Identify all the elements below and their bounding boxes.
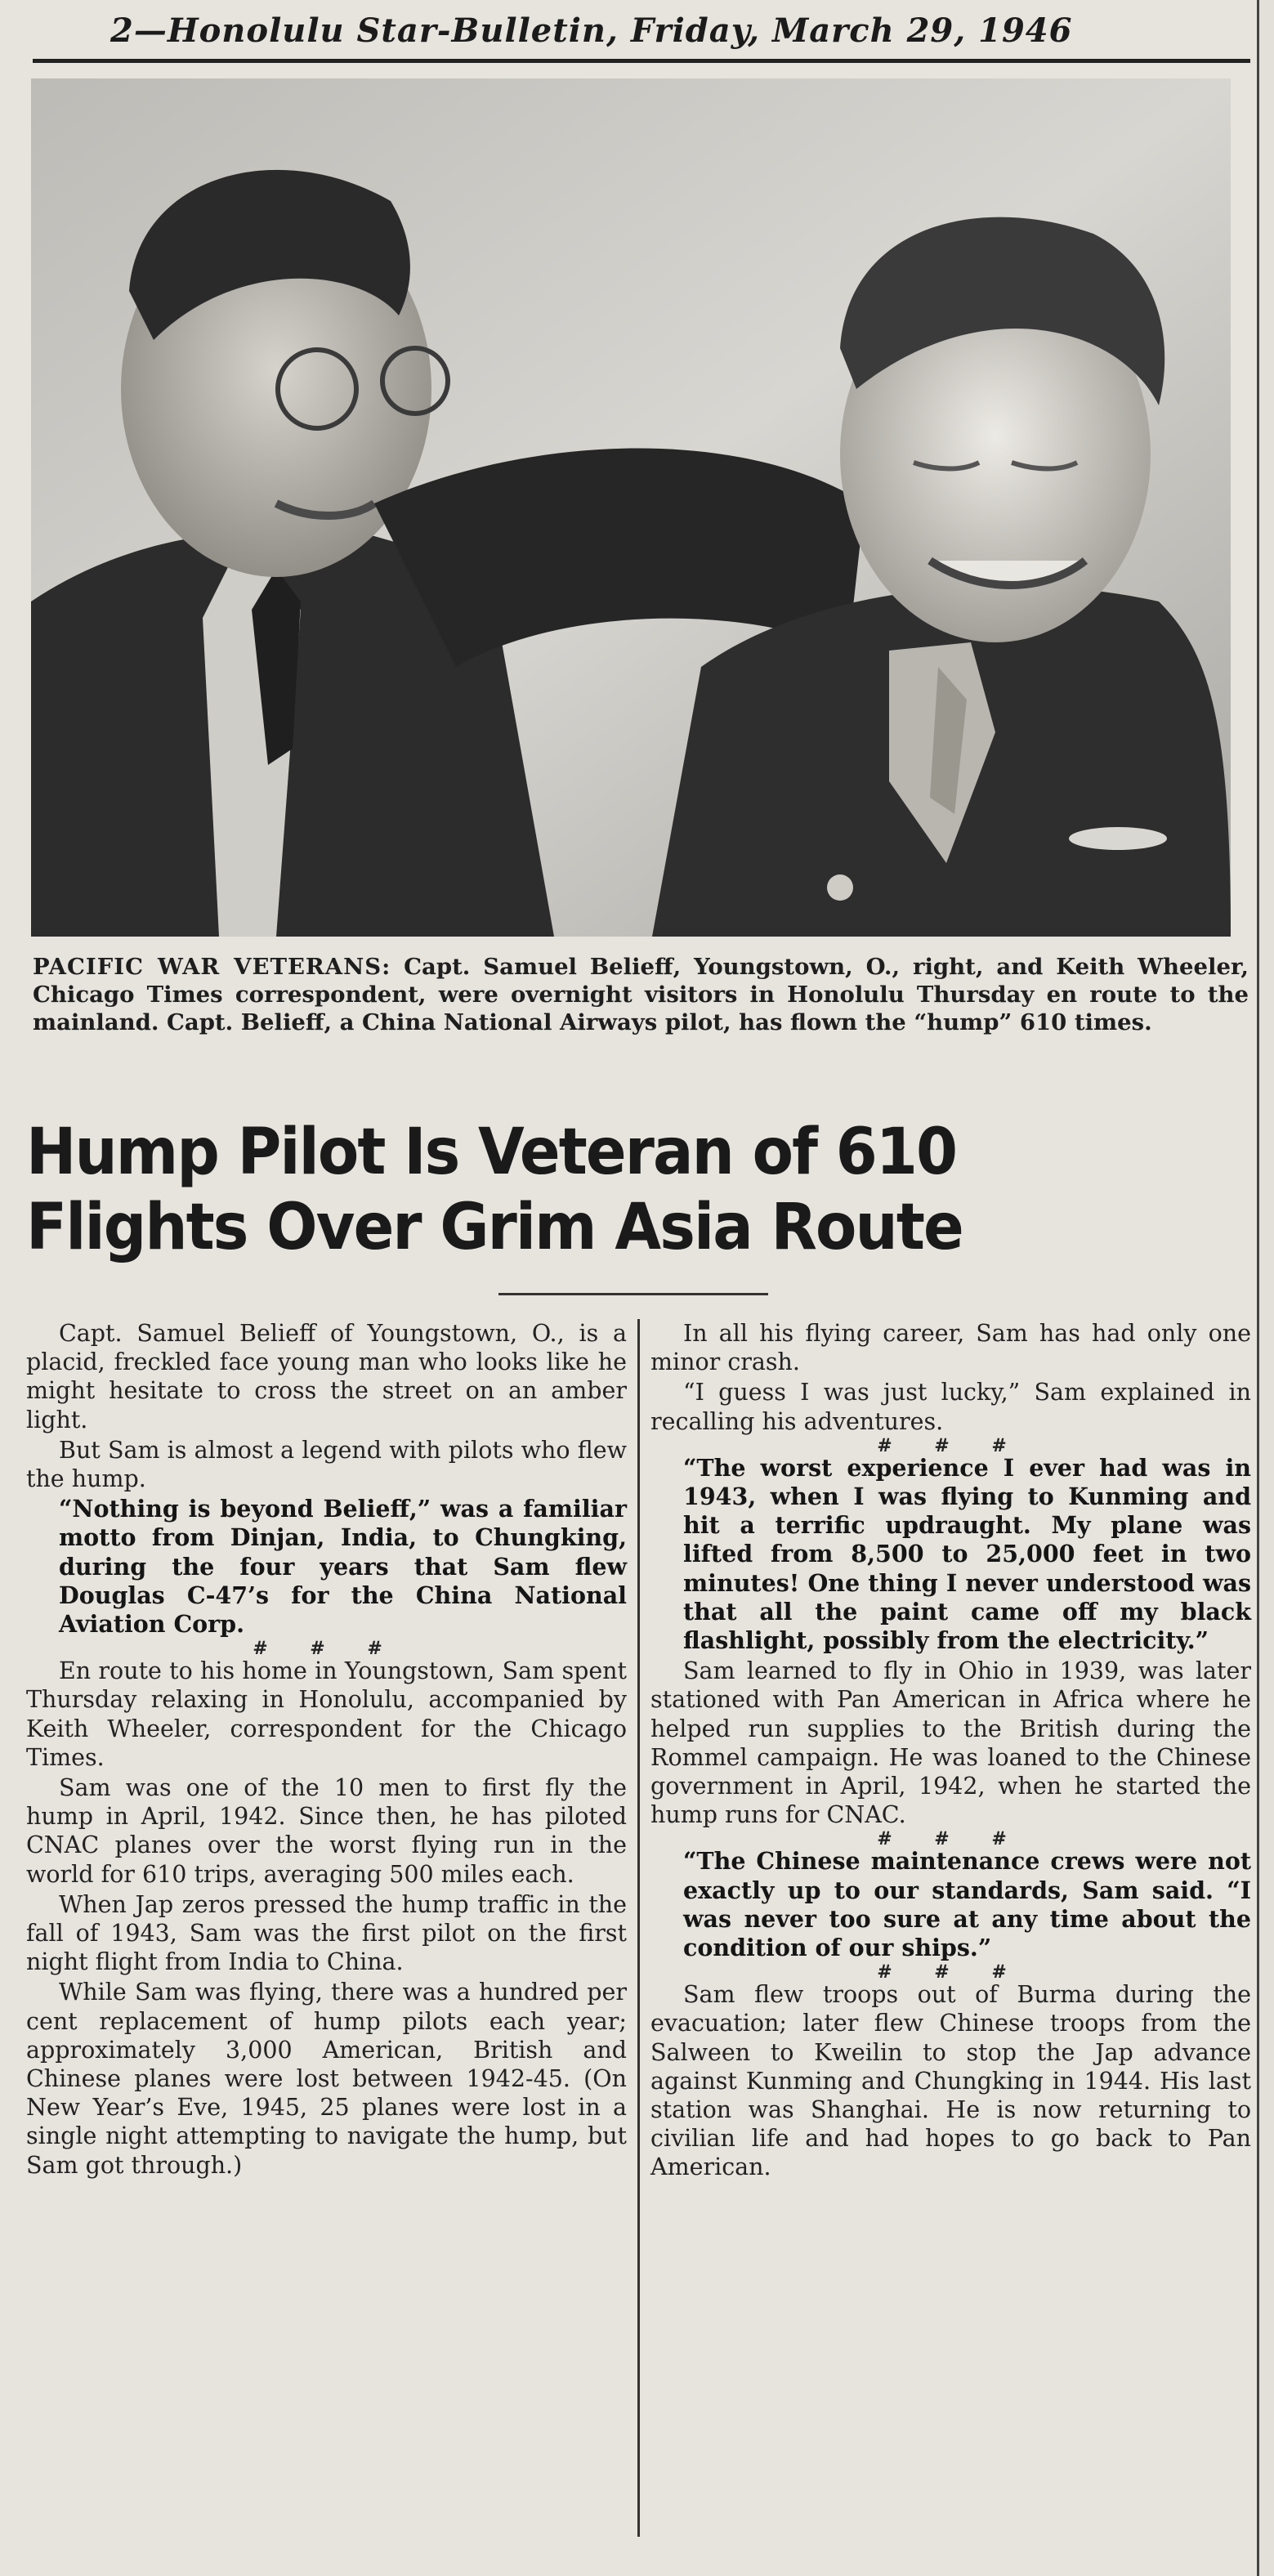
paragraph: Sam flew troops out of Burma during the evacuation; later flew Chinese troops from the Salween to Kweilin to stop the Jap advance against Kunming and Chungking in 1944. His last station was Shanghai. He is now returning to civilian life and had hopes to go back to Pan American. bbox=[650, 1981, 1251, 2181]
headline-line-2: Flights Over Grim Asia Route bbox=[26, 1191, 963, 1264]
paragraph: But Sam is almost a legend with pilots who flew the hump. bbox=[26, 1436, 627, 1493]
pull-quote: “The worst experience I ever had was in 1943, when I was flying to Kunming and hit a terrific updraught. My plane was lifted from 8,500 to 25,000 feet in two minutes! One thing I never understood was that all the paint came off my black flashlight, possibly from the electricity.” bbox=[683, 1453, 1251, 1655]
headline-rule bbox=[498, 1293, 768, 1295]
section-dingbat: # # # bbox=[877, 1961, 1025, 1983]
caption-text: Capt. Samuel Belieff, Youngstown, O., right, and Keith Wheeler, Chicago Times correspondent, were overnight visitors in Honolulu Thursday en route to the mainland. Capt. Belieff, a China National Airways pilot, has flown the “hump” 610 times. bbox=[33, 954, 1249, 1035]
article-column-right bbox=[650, 1319, 1251, 2184]
photo-caption bbox=[33, 953, 1249, 1036]
section-dingbat: # # # bbox=[253, 1638, 400, 1660]
news-photo bbox=[31, 78, 1231, 937]
page-line: 2—Honolulu Star-Bulletin, Friday, March 29, 1946 bbox=[110, 11, 1073, 50]
masthead bbox=[33, 11, 1250, 63]
headline-line-1: Hump Pilot Is Veteran of 610 bbox=[26, 1116, 957, 1189]
paragraph: Sam learned to fly in Ohio in 1939, was later stationed with Pan American in Africa where he helped run supplies to the British during the Rommel campaign. He was loaned to the Chinese government in April, 1942, when he started the hump runs for CNAC. bbox=[650, 1657, 1251, 1829]
pull-quote: “The Chinese maintenance crews were not exactly up to our standards, Sam said. “I was never too sure at any time about the condition of our ships.” bbox=[683, 1847, 1251, 1962]
article-headline bbox=[26, 1115, 1178, 1265]
column-rule bbox=[637, 1319, 640, 2537]
article-column-left bbox=[26, 1319, 627, 2181]
paragraph: When Jap zeros pressed the hump traffic in the fall of 1943, Sam was the first pilot on the first night flight from India to China. bbox=[26, 1890, 627, 1976]
paragraph: In all his flying career, Sam has had only one minor crash. bbox=[650, 1320, 1251, 1376]
caption-lead: PACIFIC WAR VETERANS: bbox=[33, 954, 391, 980]
paragraph: “I guess I was just lucky,” Sam explained in recalling his adventures. bbox=[650, 1379, 1251, 1435]
pull-quote: “Nothing is beyond Belieff,” was a familiar motto from Dinjan, India, to Chungking, during the four years that Sam flew Douglas C-47’s for the China National Aviation Corp. bbox=[59, 1495, 627, 1639]
paragraph: Capt. Samuel Belieff of Youngstown, O., is a placid, freckled face young man who looks like he might hesitate to cross the street on an amber light. bbox=[26, 1320, 627, 1433]
paragraph: While Sam was flying, there was a hundred per cent replacement of hump pilots each year; approximately 3,000 American, British and Chinese planes were lost between 1942-45. (On New Year’s Eve, 1945, 25 planes were lost in a single night attempting to navigate the hump, but Sam got through.) bbox=[26, 1979, 627, 2179]
photo-two-men-icon bbox=[31, 78, 1231, 937]
paragraph: Sam was one of the 10 men to first fly the hump in April, 1942. Since then, he has piloted CNAC planes over the worst flying run in the world for 610 trips, averaging 500 miles each. bbox=[26, 1774, 627, 1888]
section-dingbat: # # # bbox=[877, 1828, 1025, 1850]
paragraph: En route to his home in Youngstown, Sam spent Thursday relaxing in Honolulu, accompanied by Keith Wheeler, correspondent for the Chicago Times. bbox=[26, 1657, 627, 1771]
section-dingbat: # # # bbox=[877, 1434, 1025, 1456]
adjacent-column-edge bbox=[1257, 0, 1274, 2576]
